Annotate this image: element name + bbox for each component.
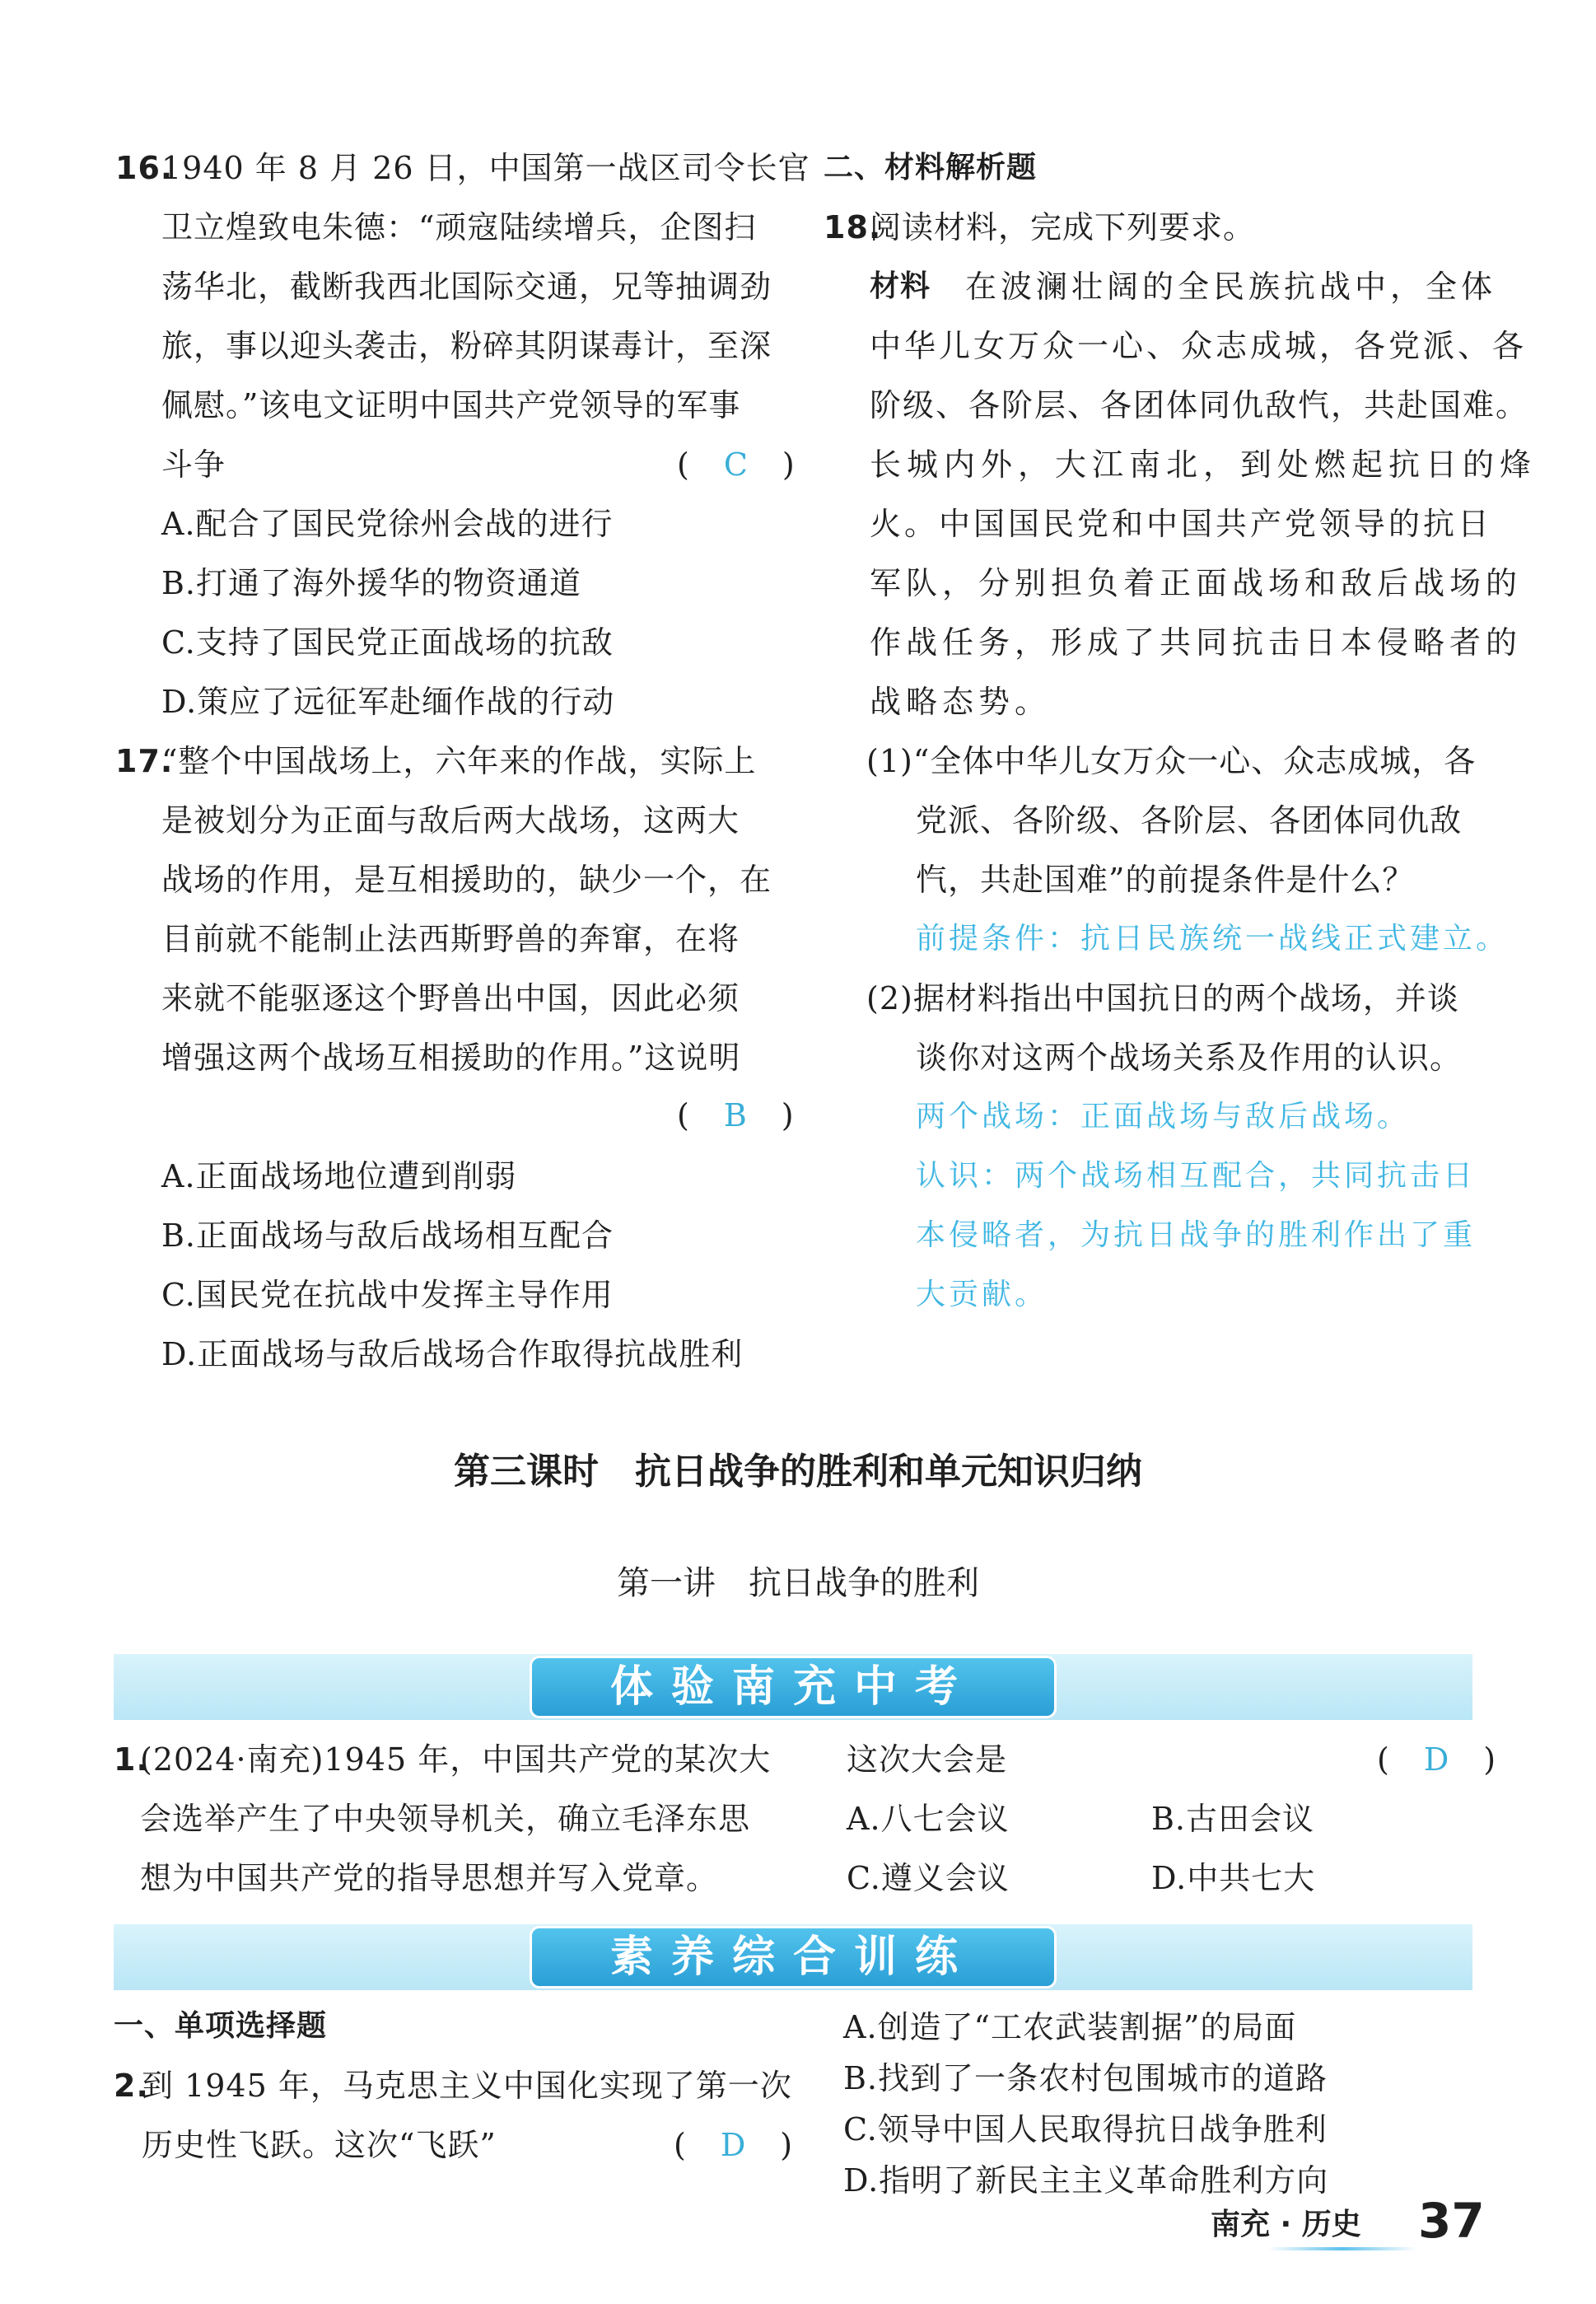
question-number: 2.	[114, 2068, 149, 2104]
option-d: D.正面战场与敌后战场合作取得抗战胜利	[161, 1336, 744, 1372]
option-d: D.中共七大	[1151, 1860, 1316, 1896]
sub-question-1: (1)“全体中华儿女万众一心、众志成城，各	[866, 743, 1477, 779]
answer-letter: D	[720, 2127, 748, 2163]
question-stem-line: 到 1945 年，马克思主义中国化实现了第一次	[142, 2068, 792, 2104]
question-number: 17.	[115, 743, 174, 779]
question-stem-line: 卫立煌致电朱德：“顽寇陆续增兵，企图扫	[161, 209, 757, 245]
question-stem-line: 旅，事以迎头袭击，粉碎其阴谋毒计，至深	[161, 328, 772, 364]
question-stem-line: 战场的作用，是互相援助的，缺少一个，在	[161, 862, 772, 898]
question-stem-line: 想为中国共产党的指导思想并写入党章。	[140, 1860, 719, 1896]
banner-label: 素养综合训练	[530, 1926, 1057, 1989]
sub-answer-2: 两个战场：正面战场与敌后战场。	[916, 1100, 1411, 1133]
answer-bracket: ( C )	[677, 446, 796, 483]
question-stem-line: 来就不能驱逐这个野兽出中国，因此必须	[161, 980, 740, 1016]
question-number: 18.	[824, 209, 882, 245]
option-d: D.策应了远征军赴缅作战的行动	[161, 684, 615, 720]
question-stem-line: 1940 年 8 月 26 日，中国第一战区司令长官	[161, 150, 810, 186]
option-c: C.领导中国人民取得抗日战争胜利	[843, 2111, 1328, 2147]
question-stem-line: (2024·南充)1945 年，中国共产党的某次大	[140, 1741, 772, 1778]
page-number: 37	[1418, 2193, 1485, 2249]
section-banner	[114, 1924, 1472, 1990]
question-stem-line: 这次大会是	[847, 1741, 1008, 1778]
material-line: 作战任务，形成了共同抗击日本侵略者的	[870, 624, 1523, 661]
sub-answer-1: 前提条件：抗日民族统一战线正式建立。	[916, 922, 1510, 956]
answer-letter: C	[723, 446, 749, 483]
question-stem-line: 佩慰。”该电文证明中国共产党领导的军事	[161, 387, 741, 423]
question-number: 1.	[114, 1741, 149, 1778]
sub-question-1: 党派、各阶级、各阶层、各团体同仇敌	[916, 802, 1463, 839]
material-label: 材料	[870, 269, 931, 303]
option-b: B.正面战场与敌后战场相互配合	[161, 1217, 614, 1254]
option-b: B.打通了海外援华的物资通道	[161, 565, 582, 601]
footer-label: 南充 · 历史	[1211, 2208, 1361, 2241]
question-stem-line: 是被划分为正面与敌后两大战场，这两大	[161, 802, 740, 839]
material-line: 阶级、各阶层、各团体同仇敌忾，共赴国难。	[870, 387, 1529, 423]
question-stem-line: 增强这两个战场互相援助的作用。”这说明	[161, 1040, 741, 1076]
option-c: C.国民党在抗战中发挥主导作用	[161, 1277, 614, 1313]
sub-answer-2: 大贡献。	[916, 1278, 1048, 1311]
answer-bracket: ( D )	[1377, 1741, 1498, 1778]
material-line: 军队，分别担负着正面战场和敌后战场的	[870, 565, 1523, 601]
footer-underline	[1268, 2247, 1416, 2250]
option-a: A.配合了国民党徐州会战的进行	[161, 506, 614, 542]
option-a: A.正面战场地位遭到削弱	[161, 1158, 517, 1194]
option-c: C.遵义会议	[847, 1860, 1010, 1896]
sub-question-2: (2)据材料指出中国抗日的两个战场，并谈	[866, 980, 1459, 1016]
option-d: D.指明了新民主主义革命胜利方向	[843, 2162, 1329, 2199]
sub-question-2: 谈你对这两个战场关系及作用的认识。	[916, 1040, 1463, 1076]
question-stem-line: 荡华北，截断我西北国际交通，兄等抽调劲	[161, 269, 772, 305]
answer-bracket: ( B )	[677, 1097, 796, 1133]
sub-answer-2: 本侵略者，为抗日战争的胜利作出了重	[916, 1218, 1477, 1252]
option-b: B.古田会议	[1151, 1801, 1315, 1837]
material-line: 战略态势。	[870, 684, 1052, 720]
sub-answer-2: 认识：两个战场相互配合，共同抗击日	[916, 1159, 1477, 1193]
material-line: 火。中国国民党和中国共产党领导的抗日	[870, 506, 1493, 542]
lecture-title: 第一讲 抗日战争的胜利	[617, 1564, 979, 1602]
answer-letter: B	[723, 1097, 749, 1133]
question-stem-line: 会选举产生了中央领导机关，确立毛泽东思	[140, 1801, 751, 1837]
answer-bracket: ( D )	[674, 2127, 795, 2163]
banner-label: 体验南充中考	[530, 1656, 1057, 1718]
section-heading: 二、材料解析题	[824, 151, 1038, 185]
option-a: A.创造了“工农武装割据”的局面	[843, 2009, 1297, 2045]
material-line: 在波澜壮阔的全民族抗战中，全体	[965, 269, 1497, 305]
answer-letter: D	[1423, 1741, 1451, 1778]
question-stem-line: 历史性飞跃。这次“飞跃”	[142, 2127, 497, 2163]
question-stem-line: 目前就不能制止法西斯野兽的奔窜，在将	[161, 921, 740, 957]
question-prompt: 阅读材料，完成下列要求。	[870, 209, 1256, 245]
lesson-title: 第三课时 抗日战争的胜利和单元知识归纳	[454, 1451, 1142, 1493]
question-number: 16.	[115, 150, 174, 186]
option-a: A.八七会议	[847, 1801, 1010, 1837]
question-stem-line: “整个中国战场上，六年来的作战，实际上	[161, 743, 757, 779]
question-stem-line: 斗争	[161, 446, 226, 483]
material-line: 中华儿女万众一心、众志成城，各党派、各	[870, 328, 1528, 364]
section-banner	[114, 1654, 1472, 1720]
option-b: B.找到了一条农村包围城市的道路	[843, 2060, 1328, 2096]
section-heading: 一、单项选择题	[114, 2009, 328, 2043]
sub-question-1: 忾，共赴国难”的前提条件是什么？	[916, 862, 1415, 898]
material-line: 长城内外，大江南北，到处燃起抗日的烽	[870, 446, 1538, 483]
option-c: C.支持了国民党正面战场的抗敌	[161, 624, 614, 661]
